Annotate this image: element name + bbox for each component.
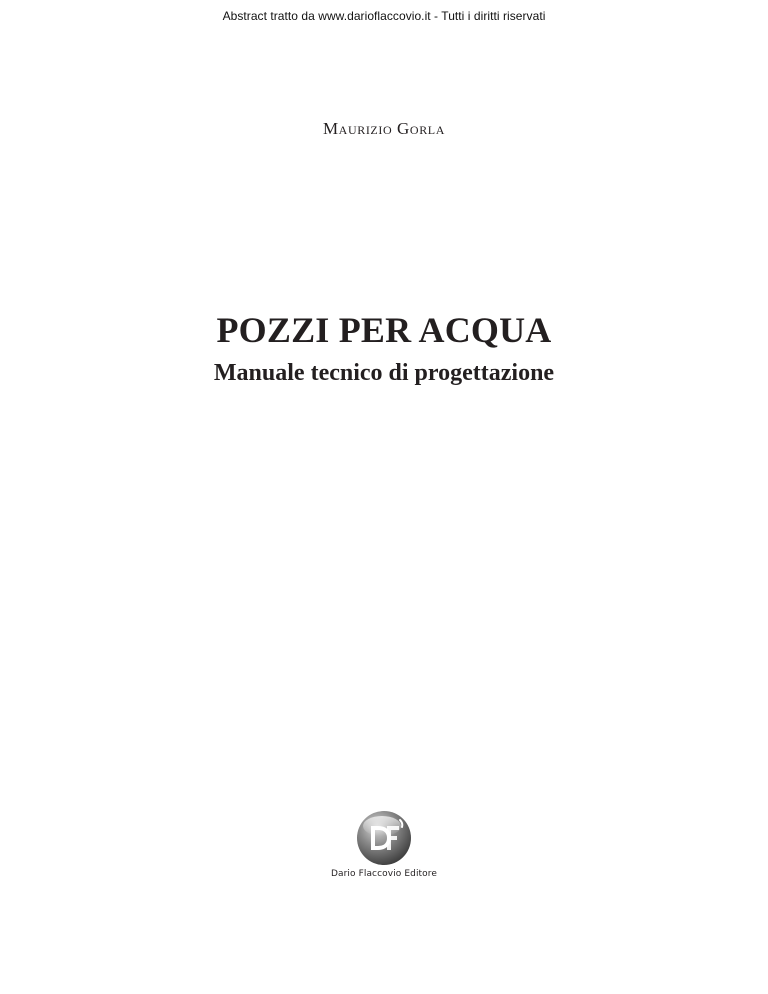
- author-name: Maurizio Gorla: [322, 119, 446, 138]
- publisher-logo-icon: [354, 808, 414, 868]
- publisher-name: Dario Flaccovio Editore: [330, 869, 438, 879]
- book-title: POZZI PER ACQUA: [216, 310, 552, 350]
- watermark-notice: Abstract tratto da www.darioflaccovio.it - Tutti i diritti riservati: [222, 9, 546, 23]
- book-subtitle: Manuale tecnico di progettazione: [213, 360, 555, 386]
